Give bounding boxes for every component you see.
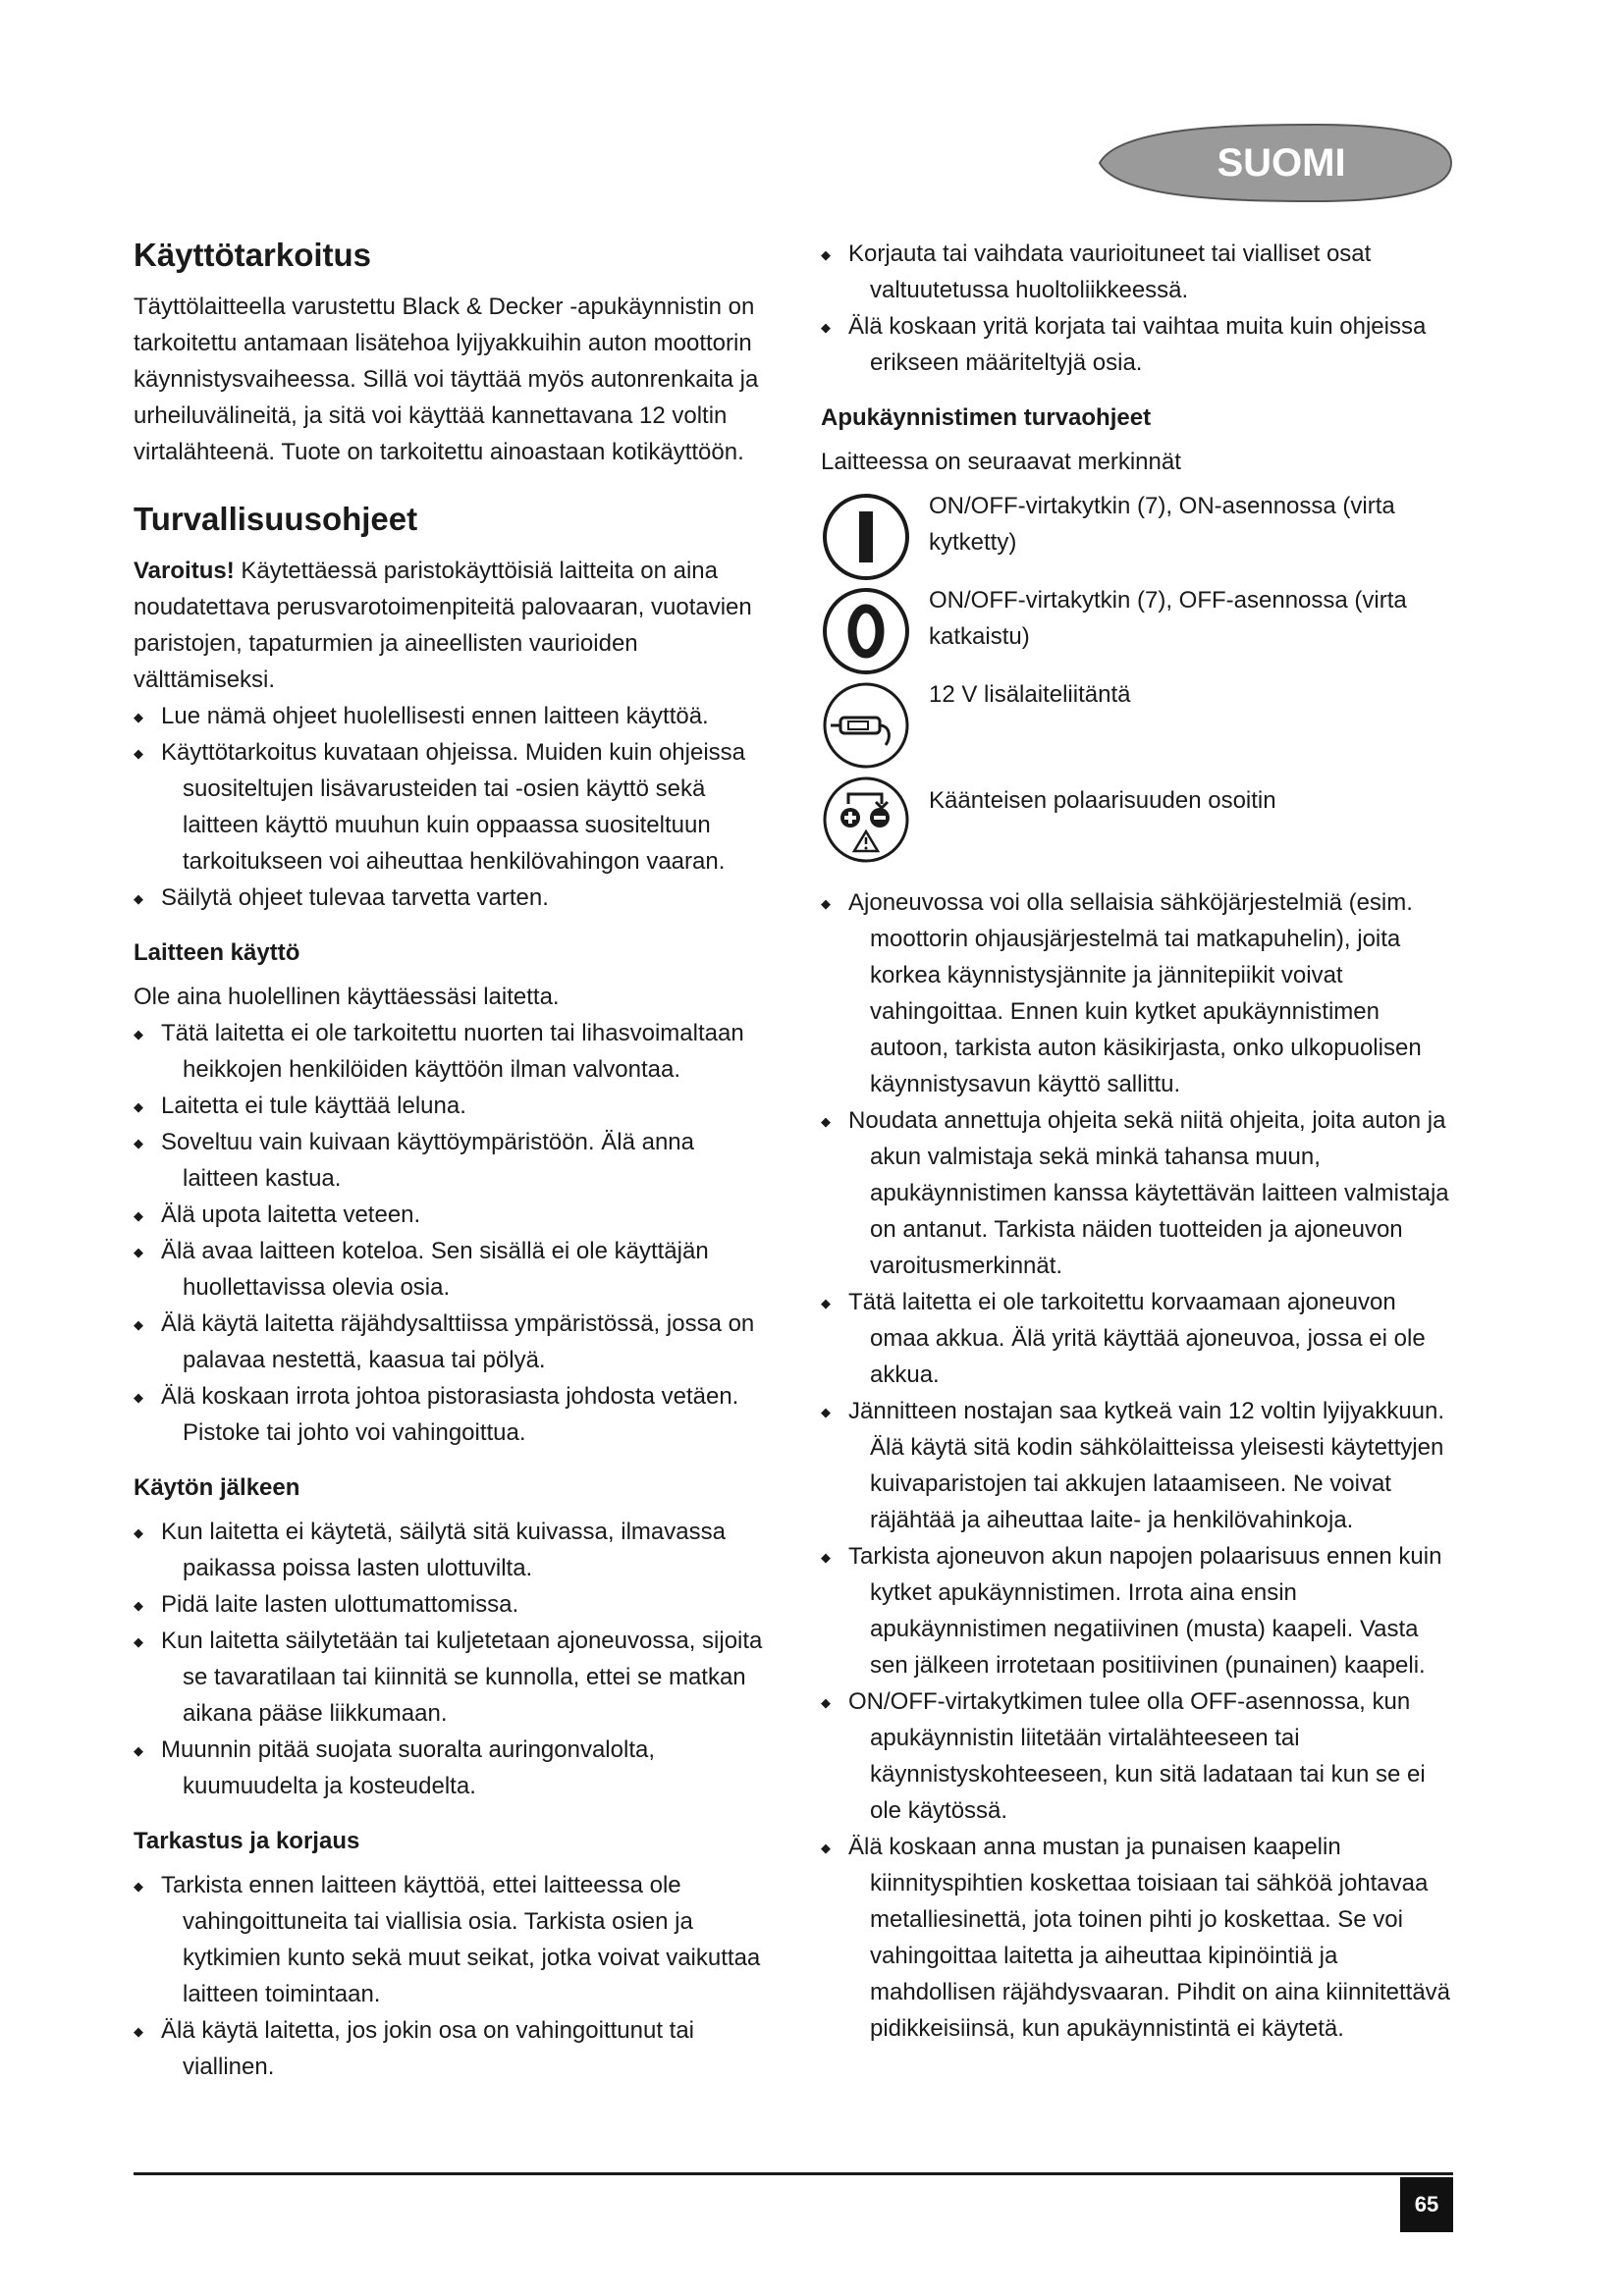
- accessory-outlet-icon: [821, 680, 911, 771]
- footer-rule: [134, 2172, 1453, 2175]
- symbol-text: 12 V lisälaiteliitäntä: [929, 681, 1131, 708]
- use-heading: Laitteen käyttö: [134, 939, 300, 966]
- list-item: ◆ Älä käytä laitetta, jos jokin osa on vahingoittunut tai viallinen.: [134, 2012, 772, 2085]
- list-item: ◆ Soveltuu vain kuivaan käyttöympäristöön. Älä anna laitteen kastua.: [134, 1124, 772, 1197]
- left-column: [134, 236, 772, 2085]
- reverse-polarity-icon: [821, 774, 911, 865]
- list-item: ◆ Tätä laitetta ei ole tarkoitettu korvaamaan ajoneuvon omaa akkua. Älä yritä käyttää ajoneuvoa, jossa ei ole akkua.: [821, 1284, 1459, 1393]
- right-column: [821, 236, 1459, 2047]
- safety-heading: Turvallisuusohjeet: [134, 501, 418, 537]
- use-intro: Ole aina huolellinen käyttäessäsi laitetta.: [134, 984, 560, 1010]
- intended-use-heading: Käyttötarkoitus: [134, 237, 372, 273]
- booster-intro: Laitteessa on seuraavat merkinnät: [821, 449, 1181, 475]
- inspection-list: [134, 1867, 772, 2085]
- list-item: ◆ Laitetta ei tule käyttää leluna.: [134, 1088, 772, 1124]
- language-label: SUOMI: [1217, 141, 1346, 185]
- general-safety-list: [134, 698, 772, 916]
- list-item: ◆ Jännitteen nostajan saa kytkeä vain 12 voltin lyijyakkuun. Älä käytä sitä kodin sähkölaitteissa yleisesti käytettyjen kuivaparistojen tai akkujen lataamiseen. Ne voivat räjähtää ja aiheuttaa laite- ja henkilövahinkoja.: [821, 1393, 1459, 1538]
- language-tab: [1080, 123, 1453, 203]
- list-item: ◆ Korjauta tai vaihdata vaurioituneet tai vialliset osat valtuutetussa huoltoliikkeessä.: [821, 236, 1459, 308]
- list-item: ◆ Älä koskaan anna mustan ja punaisen kaapelin kiinnityspihtien koskettaa toisiaan tai sähköä johtavaa metalliesinettä, jota toinen pihti jo koskettaa. Se voi vahingoittaa laitetta ja aiheuttaa kipinöintiä ja mahdollisen räjähdysvaaran. Pihdit on aina kiinnitettävä pidikkeisiinsä, kun apukäynnistintä ei käytetä.: [821, 1829, 1459, 2047]
- booster-safety-list: [821, 884, 1459, 2047]
- list-item: ◆ Tätä laitetta ei ole tarkoitettu nuorten tai lihasvoimaltaan heikkojen henkilöiden käyttöön ilman valvontaa.: [134, 1015, 772, 1088]
- list-item: ◆ Älä käytä laitetta räjähdysalttiissa ympäristössä, jossa on palavaa nestettä, kaasua tai pölyä.: [134, 1306, 772, 1378]
- list-item: ◆ Muunnin pitää suojata suoralta auringonvalolta, kuumuudelta ja kosteudelta.: [134, 1732, 772, 1804]
- warning-label: Varoitus!: [134, 558, 235, 584]
- list-item: ◆ Pidä laite lasten ulottumattomissa.: [134, 1586, 772, 1623]
- warning-paragraph: [134, 553, 772, 698]
- symbol-row: [821, 676, 1459, 771]
- inspection-heading: Tarkastus ja korjaus: [134, 1828, 360, 1854]
- symbol-row: [821, 771, 1459, 873]
- list-item: ◆ Lue nämä ohjeet huolellisesti ennen laitteen käyttöä.: [134, 698, 772, 734]
- list-item: ◆ Käyttötarkoitus kuvataan ohjeissa. Muiden kuin ohjeissa suositeltujen lisävarusteiden tai -osien käyttö sekä laitteen käyttö muuhun kuin oppaassa suositeltuun tarkoitukseen voi aiheuttaa henkilövahingon vaaran.: [134, 734, 772, 880]
- list-item: ◆ Älä koskaan irrota johtoa pistorasiasta johdosta vetäen. Pistoke tai johto voi vahingoittua.: [134, 1378, 772, 1451]
- list-item: ◆ Tarkista ennen laitteen käyttöä, ettei laitteessa ole vahingoittuneita tai viallisia osia. Tarkista osien ja kytkimien kunto sekä muut seikat, jotka voivat vaikuttaa laitteen toimintaan.: [134, 1867, 772, 2012]
- use-list: [134, 1015, 772, 1451]
- symbol-text: ON/OFF-virtakytkin (7), ON-asennossa (virta kytketty): [929, 493, 1395, 556]
- after-use-list: [134, 1514, 772, 1804]
- list-item: ◆ Älä upota laitetta veteen.: [134, 1197, 772, 1233]
- list-item: ◆ ON/OFF-virtakytkimen tulee olla OFF-asennossa, kun apukäynnistin liitetään virtalähteeseen tai käynnistyskohteeseen, kun sitä ladataan tai kun se ei ole käytössä.: [821, 1683, 1459, 1829]
- after-use-heading: Käytön jälkeen: [134, 1474, 300, 1501]
- page-number: 65: [1400, 2177, 1453, 2232]
- list-item: ◆ Älä koskaan yritä korjata tai vaihtaa muita kuin ohjeissa erikseen määriteltyjä osia.: [821, 308, 1459, 381]
- symbol-text: Käänteisen polaarisuuden osoitin: [929, 787, 1276, 814]
- power-off-icon: [821, 586, 911, 676]
- symbol-text: ON/OFF-virtakytkin (7), OFF-asennossa (virta katkaistu): [929, 587, 1407, 650]
- warning-text: Käytettäessä paristokäyttöisiä laitteita on aina noudatettava perusvarotoimenpiteitä palovaaran, vuotavien paristojen, tapaturmien ja aineellisten vaurioiden välttämiseksi.: [134, 558, 752, 693]
- symbol-row: [821, 488, 1459, 582]
- list-item: ◆ Säilytä ohjeet tulevaa tarvetta varten.: [134, 880, 772, 916]
- power-on-icon: [821, 492, 911, 582]
- booster-safety-heading: Apukäynnistimen turvaohjeet: [821, 404, 1152, 431]
- list-item: ◆ Älä avaa laitteen koteloa. Sen sisällä ei ole käyttäjän huollettavissa olevia osia.: [134, 1233, 772, 1306]
- symbol-row: [821, 582, 1459, 676]
- list-item: ◆ Kun laitetta säilytetään tai kuljetetaan ajoneuvossa, sijoita se tavaratilaan tai kiinnitä se kunnolla, ettei se matkan aikana pääse liikkumaan.: [134, 1623, 772, 1732]
- repair-list: [821, 236, 1459, 381]
- list-item: ◆ Ajoneuvossa voi olla sellaisia sähköjärjestelmiä (esim. moottorin ohjausjärjestelmä tai matkapuhelin), joita korkea käynnistysjännite ja jännitepiikit voivat vahingoittaa. Ennen kuin kytket apukäynnistimen autoon, tarkista auton käsikirjasta, onko ulkopuolisen käynnistysavun käyttö sallittu.: [821, 884, 1459, 1102]
- list-item: ◆ Noudata annettuja ohjeita sekä niitä ohjeita, joita auton ja akun valmistaja sekä minkä tahansa muun, apukäynnistimen kanssa käytettävän laitteen valmistaja on antanut. Tarkista näiden tuotteiden ja ajoneuvon varoitusmerkinnät.: [821, 1102, 1459, 1284]
- list-item: ◆ Tarkista ajoneuvon akun napojen polaarisuus ennen kuin kytket apukäynnistimen. Irrota aina ensin apukäynnistimen negatiivinen (musta) kaapeli. Vasta sen jälkeen irrotetaan positiivinen (punainen) kaapeli.: [821, 1538, 1459, 1683]
- intended-use-text: Täyttölaitteella varustettu Black & Decker -apukäynnistin on tarkoitettu antamaan lisätehoa lyijyakkuihin auton moottorin käynnistysvaiheessa. Sillä voi täyttää myös autonrenkaita ja urheiluvälineitä, ja sitä voi käyttää kannettavana 12 voltin virtalähteenä. Tuote on tarkoitettu ainoastaan kotikäyttöön.: [134, 294, 759, 465]
- list-item: ◆ Kun laitetta ei käytetä, säilytä sitä kuivassa, ilmavassa paikassa poissa lasten ulottuvilta.: [134, 1514, 772, 1586]
